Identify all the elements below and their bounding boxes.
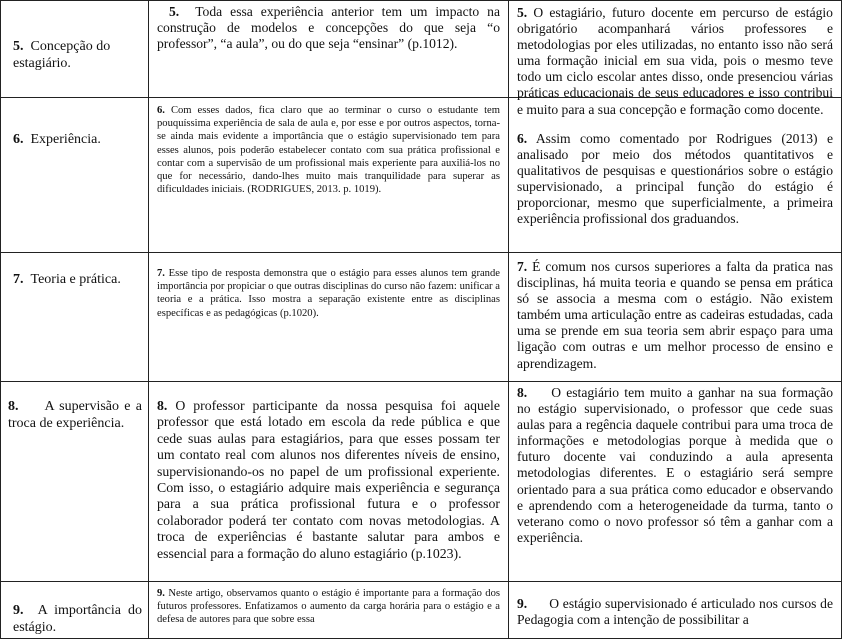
comment-number: 8. xyxy=(517,385,528,400)
quote-text: Toda essa experiência anterior tem um impacto na construção de modelos e concepções do que seja “o professor”, “a aula”, ou do que seja “ensinar” (p.1012). xyxy=(157,4,500,52)
comment-text-block xyxy=(517,596,833,628)
row-number: 9. xyxy=(13,603,24,618)
comment-text: O estagiário tem muito a ganhar na sua formação no estágio supervisionado, o professor que cede suas aulas para a regência daquele contribui para uma troca de informações e metodologias porque à medida que o futuro docente vai conduzindo a aula apresenta metodologias diferentes. E o estagiário será sempre orientado para a sua prática como educador e observando e aprendendo com a heterogeneidade da turma, tanto o veterano como o novo professor só têm a ganhar com a experiência. xyxy=(517,385,833,545)
quote-text: Com esses dados, fica claro que ao terminar o curso o estudante tem pouquíssima experiência de sala de aula e, por esse e por outros aspectos, torna-se ainda mais evidente a importância que o estágio supervisionado tem para esses alunos, pois poderão estabelecer contato com sua prática profissional e contar com a supervisão de um profissional mais experiente para auxiliá-los no que for necessário, dando-lhes muito mais tranquilidade para superar as dificuldades iniciais. (RODRIGUES, 2013. p. 1019). xyxy=(157,105,500,196)
category-label xyxy=(9,602,142,636)
quote-number: 6. xyxy=(157,105,165,116)
category-text: Concepção do estagiário. xyxy=(13,39,111,71)
comment-cell xyxy=(509,253,842,382)
comment-text: O estágio supervisionado é articulado nos cursos de Pedagogia com a intenção de possibilitar a xyxy=(517,596,833,628)
quote-number: 9. xyxy=(157,588,165,599)
comment-cell xyxy=(509,1,842,117)
comment-text-block xyxy=(517,385,833,546)
quote-text-block xyxy=(157,104,500,196)
quote-cell xyxy=(149,98,509,253)
comment-text: É comum nos cursos superiores a falta da pratica nas disciplinas, há muita teoria e quando se pensa em prática só se associa a mesma com o estágio. Não existem também uma articulação entre as cadeiras estudadas, cada uma se prende em sua teoria sem abrir espaço para uma ligação com outras e um melhor processo de ensino e aprendizagem. xyxy=(517,259,833,371)
row-number: 7. xyxy=(13,272,24,287)
comment-number: 9. xyxy=(517,596,528,611)
comment-text-block xyxy=(517,259,833,372)
row-number: 6. xyxy=(13,132,24,147)
comment-number: 6. xyxy=(517,131,528,146)
category-cell xyxy=(1,582,149,639)
category-label xyxy=(8,398,142,432)
category-text: Teoria e prática. xyxy=(30,272,121,287)
comment-number: 5. xyxy=(517,5,528,20)
quote-number: 8. xyxy=(157,398,168,413)
quote-number: 7. xyxy=(157,268,165,279)
table-row xyxy=(1,253,842,382)
quote-text: Neste artigo, observamos quanto o estágio é importante para a formação dos futuros professores. Enfatizamos o aumento da carga horária para o estágio e a defesa de autores para que sobre essa xyxy=(157,588,500,626)
category-cell xyxy=(1,98,149,253)
category-cell xyxy=(1,253,149,382)
quote-number: 5. xyxy=(169,4,180,19)
quote-text: Esse tipo de resposta demonstra que o estágio para esses alunos tem grande importância por propiciar o que outras disciplinas do curso não fazem: unificar a teoria e a prática. Isso mostra a separação existente entre as disciplinas específicas e as pedagógicas (p.1020). xyxy=(157,268,500,319)
category-cell xyxy=(1,382,149,582)
row-number: 5. xyxy=(13,39,24,54)
quote-text-block xyxy=(157,4,500,53)
quote-text: O professor participante da nossa pesquisa foi aquele professor que está lotado em escola da rede pública e que cede suas aulas para estagiários, para que esses possam ter um contato real com alunos nos diferentes níveis de ensino, supervisionando-os no papel de um profissional experiente. Com isso, o estagiário adquire mais experiência e segurança para a sua prática profissional futura e o professor colaborador poderá ter contato com novas metodologias. A troca de experiências é bastante salutar para ambos e essencial para a formação do aluno estagiário (p.1023). xyxy=(157,398,500,561)
category-label xyxy=(9,131,142,148)
quote-text-block xyxy=(157,587,500,627)
category-label xyxy=(9,38,142,72)
table-row xyxy=(1,382,842,582)
comment-text: O estagiário, futuro docente em percurso de estágio obrigatório acompanhará vários professores e metodologias por eles utilizadas, no entanto isso não será uma formação inicial em sua vida, pois o mesmo teve todo um ciclo escolar antes disso, onde presenciou várias práticas educacionais de seus educadores e isso contribui e muito para a sua concepção e formação como docente. xyxy=(517,5,833,117)
category-cell xyxy=(1,1,149,98)
comment-cell xyxy=(509,98,842,253)
comment-text-block xyxy=(517,131,833,228)
quote-cell xyxy=(149,582,509,639)
category-label xyxy=(9,271,142,288)
table-row xyxy=(1,98,842,253)
quote-text-block xyxy=(157,267,500,320)
category-text: A importância do estágio. xyxy=(13,603,143,635)
comment-number: 7. xyxy=(517,259,528,274)
quote-text-block xyxy=(157,398,500,562)
category-text: A supervisão e a troca de experiência. xyxy=(8,399,142,431)
category-text: Experiência. xyxy=(30,132,101,147)
table-row xyxy=(1,1,842,98)
comment-text: Assim como comentado por Rodrigues (2013) e analisado por meio dos métodos quantitativos e qualitativos de pesquisas e questionários sobre o estágio supervisionado, a principal função do estágio é proporcionar, mesmo que superficialmente, a primeira experiência profissional dos graduandos. xyxy=(517,131,833,227)
comment-cell xyxy=(509,382,842,582)
quote-cell xyxy=(149,1,509,98)
quote-cell xyxy=(149,382,509,582)
table-row xyxy=(1,582,842,639)
comment-cell xyxy=(509,582,842,639)
row-number: 8. xyxy=(8,399,19,414)
quote-cell xyxy=(149,253,509,382)
